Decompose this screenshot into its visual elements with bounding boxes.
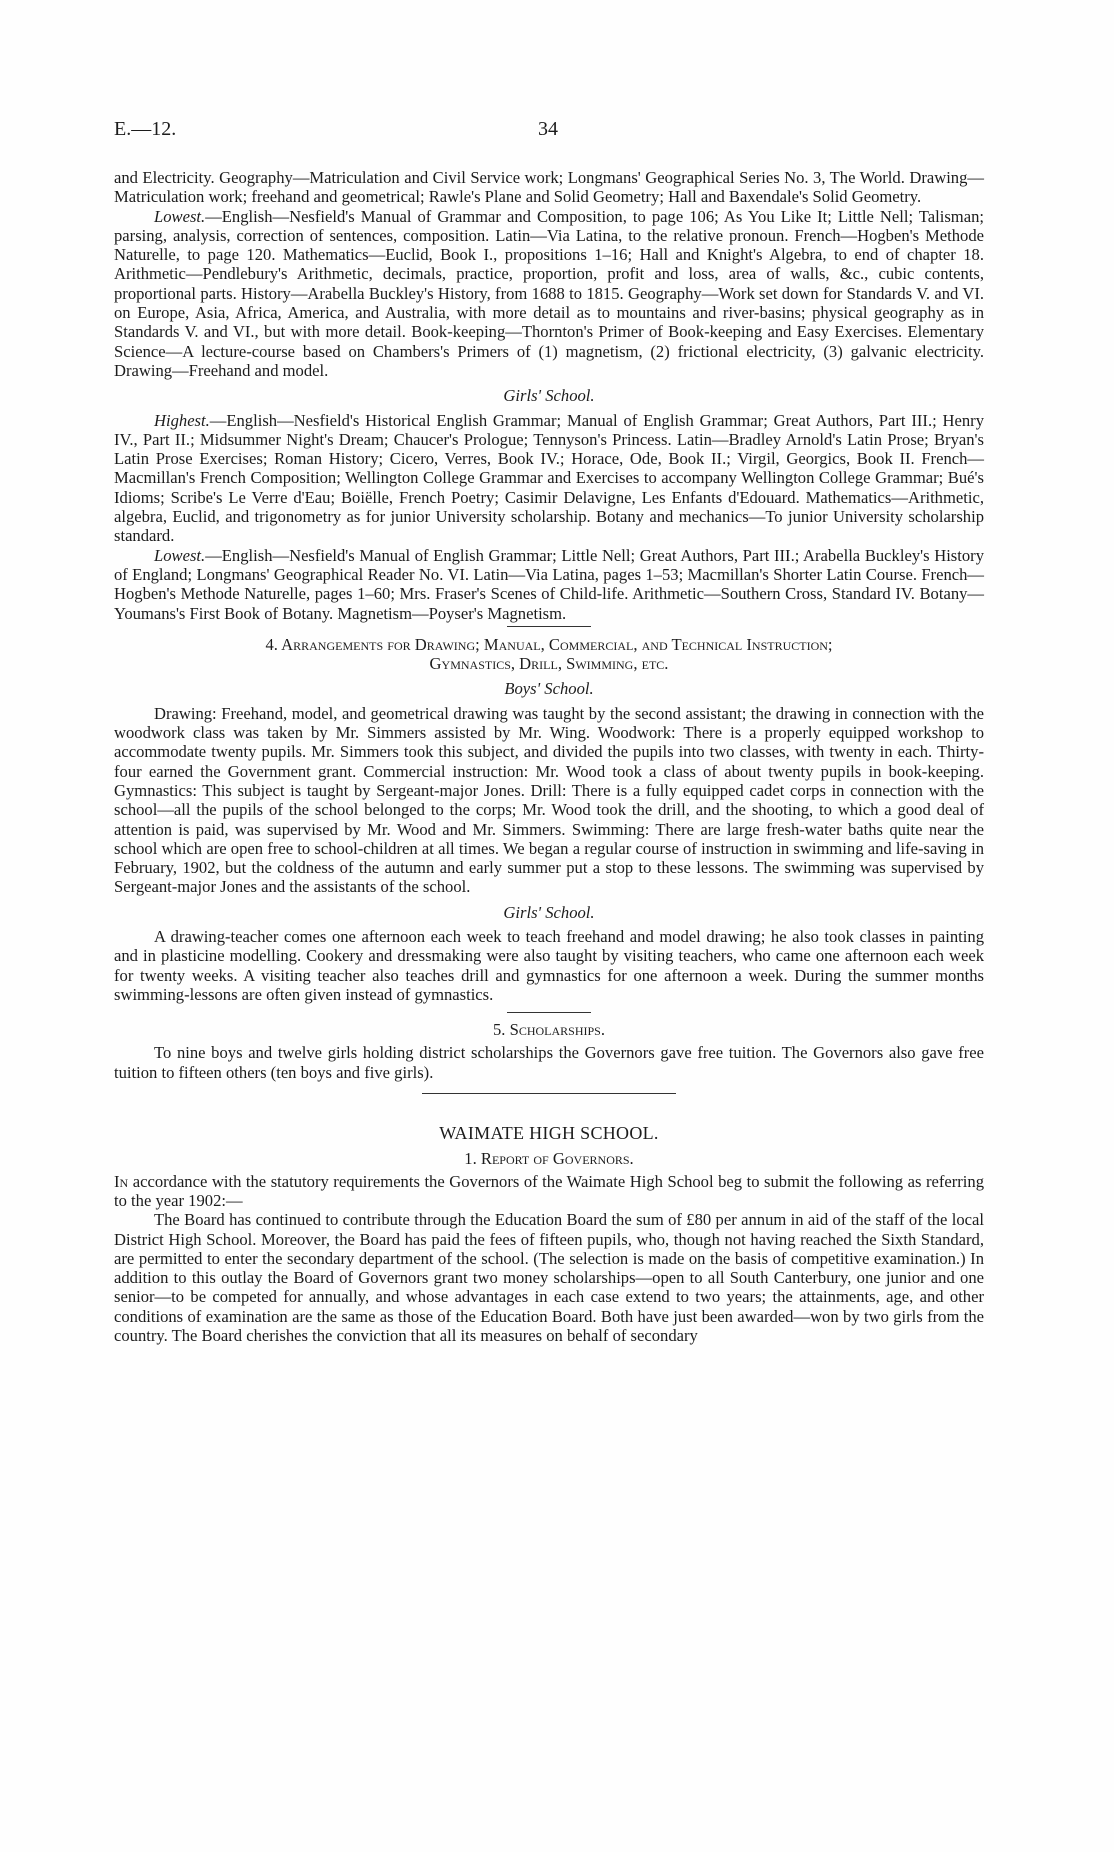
report-intro-text: accordance with the statutory requirements the Governors of the Waimate High School beg to submit the following as referring to the year 1902:— <box>114 1171 984 1210</box>
school-title: WAIMATE HIGH SCHOOL. <box>439 1123 659 1144</box>
girls-school-heading: Girls' School. <box>503 902 595 922</box>
highest-label: Highest. <box>154 410 210 430</box>
lowest-label: Lowest. <box>154 545 206 565</box>
report-board-paragraph: The Board has continued to contribute through the Education Board the sum of £80 per annum in aid of the staff of the local District High School. Moreover, the Board has paid the fees of fifteen pupils, who, though not having reached the Sixth Standard, are permitted to enter the secondary department of the school. (The selection is made on the basis of competitive examination.) In addition to this outlay the Board of Governors grant two money scholarships—open to all South Canterbury, one junior and one senior—to be competed for annually, and whose advantages in each case extend to two years; the attainments, age, and other conditions of examination are the same as those of the Education Board. Both have just been awarded—won by two girls from the country. The Board cherishes the conviction that all its measures on behalf of secondary <box>114 1210 984 1346</box>
lowest-label: Lowest. <box>154 206 206 226</box>
girls-highest-text: —English—Nesfield's Historical English Grammar; Manual of English Grammar; Great Authors, Part III.; Henry IV., Part II.; Midsummer Night's Dream; Chaucer's Prologue; Tennyson's Princess. Latin—Bradley Arnold's Latin Prose; Bryan's Latin Prose Exercises; Roman History; Cicero, Verres, Book IV.; Horace, Ode, Book II.; Virgil, Georgics, Book II. French—Macmillan's French Composition; Wellington College Grammar and Exercises to accompany Wellington College Grammar; Bué's Idioms; Scribe's Le Verre d'Eau; Boiëlle, French Poetry; Casimir Delavigne, Les Enfants d'Edouard. Mathematics—Arithmetic, algebra, Euclid, and trigonometry as for junior University scholarship. Botany and mechanics—To junior University scholarship standard. <box>114 410 984 546</box>
drop-cap-word: In <box>114 1171 129 1191</box>
section-4-heading-line-2: Gymnastics, Drill, Swimming, etc. <box>429 654 669 674</box>
school-divider <box>422 1093 676 1094</box>
boys-arrangements-paragraph: Drawing: Freehand, model, and geometrical drawing was taught by the second assistant; the drawing in connection with the woodwork class was taken by Mr. Simmers assisted by Mr. Wing. Woodwork: There is a properly equipped workshop to accommodate twenty pupils. Mr. Simmers took this subject, and divided the pupils into two classes, with twenty in each. Thirty-four earned the Government grant. Commercial instruction: Mr. Wood took a class of about twenty pupils in book-keeping. Gymnastics: This subject is taught by Sergeant-major Jones. Drill: There is a fully equipped cadet corps in connection with the school—all the pupils of the school belonged to the corps; Mr. Wood took the drill, and the shooting, to which a good deal of attention is paid, was supervised by Mr. Wood and Mr. Simmers. Swimming: There are large fresh-water baths quite near the school which are open free to school-children at all times. We began a regular course of instruction in swimming and life-saving in February, 1902, but the coldness of the autumn and early summer put a stop to these lessons. The swimming was supervised by Sergeant-major Jones and the assistants of the school. <box>114 703 984 897</box>
boys-school-heading: Boys' School. <box>504 679 594 699</box>
report-reference: E.—12. <box>114 118 177 140</box>
boys-continued-paragraph: and Electricity. Geography—Matriculation and Civil Service work; Longmans' Geographical Series No. 3, The World. Drawing—Matriculation work; freehand and geometrical; Rawle's Plane and Solid Geometry; Hall and Baxendale's Solid Geometry. <box>114 168 984 207</box>
girls-lowest-text: —English—Nesfield's Manual of English Grammar; Little Nell; Great Authors, Part III.; Arabella Buckley's History of England; Longmans' Geographical Reader No. VI. Latin—Via Latina, pages 1–53; Macmillan's Shorter Latin Course. French—Hogben's Methode Naturelle, pages 1–60; Mrs. Fraser's Scenes of Child-life. Arithmetic—Southern Cross, Standard IV. Botany—Youmans's First Book of Botany. Magnetism—Poyser's Magnetism. <box>114 545 984 623</box>
girls-lowest-paragraph <box>114 546 984 623</box>
boys-lowest-paragraph <box>114 207 984 381</box>
section-divider <box>507 626 591 627</box>
girls-school-heading: Girls' School. <box>503 386 595 406</box>
page-content <box>114 168 984 1345</box>
section-divider <box>507 1012 591 1013</box>
girls-highest-paragraph <box>114 411 984 546</box>
scholarships-paragraph: To nine boys and twelve girls holding district scholarships the Governors gave free tuition. The Governors also gave free tuition to fifteen others (ten boys and five girls). <box>114 1043 984 1082</box>
page-number: 34 <box>538 118 558 140</box>
boys-lowest-text: —English—Nesfield's Manual of Grammar and Composition, to page 106; As You Like It; Little Nell; Talisman; parsing, analysis, correction of sentences, composition. Latin—Via Latina, to the relative pronoun. French—Hogben's Methode Naturelle, to page 120. Mathematics—Euclid, Book I., propositions 1–16; Hall and Knight's Algebra, to end of chapter 18. Arithmetic—Pendlebury's Arithmetic, decimals, practice, proportion, profit and loss, area of walls, &c., cubic contents, proportional parts. History—Arabella Buckley's History, from 1688 to 1815. Geography—Work set down for Standards V. and VI. on Europe, Asia, Africa, America, and Australia, with more detail as to mountains and river-basins; physical geography as in Standards V. and VI., but with more detail. Book-keeping—Thornton's Primer of Book-keeping and Easy Exercises. Elementary Science—A lecture-course based on Chambers's Primers of (1) magnetism, (2) frictional electricity, (3) galvanic electricity. Drawing—Freehand and model. <box>114 206 984 380</box>
section-4-heading-line-1: 4. Arrangements for Drawing; Manual, Commercial, and Technical Instruction; <box>265 634 833 654</box>
report-heading: 1. Report of Governors. <box>464 1149 634 1169</box>
report-intro-paragraph <box>114 1172 984 1211</box>
girls-arrangements-paragraph: A drawing-teacher comes one afternoon each week to teach freehand and model drawing; he also took classes in painting and in plasticine modelling. Cookery and dressmaking were also taught by visiting teachers, who came one afternoon each week for twenty weeks. A visiting teacher also teaches drill and gymnastics for one afternoon a week. During the summer months swimming-lessons are often given instead of gymnastics. <box>114 926 984 1004</box>
section-5-heading: 5. Scholarships. <box>493 1020 605 1040</box>
